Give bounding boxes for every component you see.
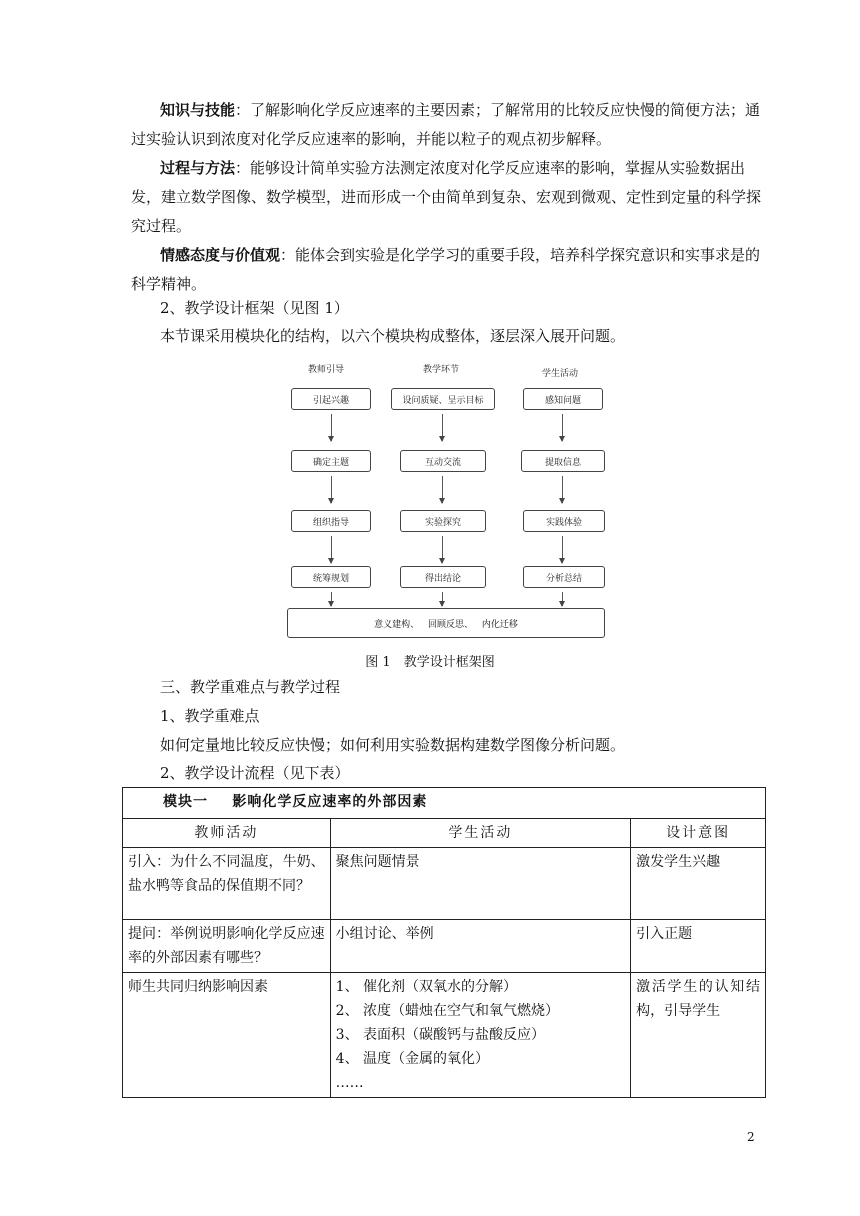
objective-lead: 知识与技能 — [160, 101, 236, 119]
column-header-teaching: 教学环节 — [422, 365, 459, 375]
framework-diagram — [285, 358, 610, 643]
section3-1-heading: 1、教学重难点 — [160, 707, 260, 725]
column-header: 设计意图 — [631, 819, 766, 848]
module-label: 模块一 — [163, 794, 208, 810]
design-intent: 引入正题 — [631, 920, 766, 973]
list-item: 2、 浓度（蜡烛在空气和氧气燃烧） — [335, 1003, 560, 1019]
arrow-down-icon — [442, 536, 443, 563]
arrow-down-icon — [562, 592, 563, 606]
arrow-down-icon — [442, 476, 443, 503]
student-activity: 聚焦问题情景 — [330, 848, 631, 920]
module-title — [123, 788, 766, 819]
student-activity: 小组讨论、举例 — [330, 920, 631, 973]
section3-2-heading: 2、教学设计流程（见下表） — [160, 764, 350, 782]
table-row — [123, 973, 766, 1098]
figure-caption: 图 1 教学设计框架图 — [365, 655, 495, 670]
arrow-down-icon — [331, 536, 332, 563]
table-row — [123, 920, 766, 973]
teacher-activity: 引入：为什么不同温度，牛奶、盐水鸭等食品的保值期不同？ — [123, 848, 331, 920]
step-box: 互动交流 — [400, 450, 486, 472]
teacher-activity: 提问：举例说明影响化学反应速率的外部因素有哪些？ — [123, 920, 331, 973]
section2-heading: 2、教学设计框架（见图 1） — [160, 299, 349, 317]
arrow-down-icon — [562, 536, 563, 563]
step-box: 分析总结 — [523, 566, 605, 588]
column-header: 教师活动 — [123, 819, 331, 848]
table-row — [123, 848, 766, 920]
teaching-plan-table — [122, 787, 766, 1098]
list-item: …… — [335, 1075, 364, 1091]
page-number: 2 — [747, 1130, 755, 1144]
module-name: 影响化学反应速率的外部因素 — [232, 794, 428, 810]
section3-heading: 三、教学重难点与教学过程 — [160, 678, 341, 696]
step-box: 得出结论 — [400, 566, 486, 588]
arrow-down-icon — [331, 476, 332, 503]
arrow-down-icon — [442, 592, 443, 606]
step-box: 统筹规划 — [291, 566, 371, 588]
section3-1-text: 如何定量地比较反应快慢；如何利用实验数据构建数学图像分析问题。 — [160, 736, 626, 754]
objective-attitude — [131, 241, 761, 299]
section2-text: 本节课采用模块化的结构，以六个模块构成整体，逐层深入展开问题。 — [160, 327, 626, 345]
column-header-student: 学生活动 — [541, 369, 578, 379]
list-item: 3、 表面积（碳酸钙与盐酸反应） — [335, 1027, 546, 1043]
step-box: 提取信息 — [521, 450, 605, 472]
design-intent: 激活学生的认知结构，引导学生 — [631, 973, 766, 1098]
arrow-down-icon — [331, 592, 332, 606]
step-box: 确定主题 — [291, 450, 371, 472]
list-item: 4、 温度（金属的氧化） — [335, 1051, 490, 1067]
objective-text: ：了解影响化学反应速率的主要因素；了解常用的比较反应快慢的简便方法；通过实验认识到浓度对化学反应速率的影响，并能以粒子的观点初步解释。 — [131, 101, 761, 148]
objective-knowledge — [131, 96, 761, 154]
factor-list — [336, 975, 626, 1095]
column-header: 学生活动 — [330, 819, 631, 848]
arrow-down-icon — [331, 414, 332, 441]
objective-lead: 过程与方法 — [160, 159, 236, 177]
step-box: 引起兴趣 — [291, 388, 371, 410]
step-box: 组织指导 — [291, 510, 371, 532]
step-box: 实践体验 — [523, 510, 605, 532]
step-box: 实验探究 — [400, 510, 486, 532]
summary-box: 意义建构、 回顾反思、 内化迁移 — [287, 608, 605, 638]
step-box: 设问质疑、呈示目标 — [391, 388, 495, 410]
step-box: 感知问题 — [523, 388, 603, 410]
student-activity — [330, 973, 631, 1098]
arrow-down-icon — [562, 414, 563, 441]
column-header-teacher: 教师引导 — [307, 365, 344, 375]
objective-text: ：能体会到实验是化学学习的重要手段，培养科学探究意识和实事求是的科学精神。 — [131, 246, 761, 293]
design-intent: 激发学生兴趣 — [631, 848, 766, 920]
objective-lead: 情感态度与价值观 — [160, 246, 281, 264]
teacher-activity: 师生共同归纳影响因素 — [123, 973, 331, 1098]
list-item: 1、 催化剂（双氧水的分解） — [335, 979, 518, 995]
arrow-down-icon — [562, 476, 563, 503]
objective-text: ：能够设计简单实验方法测定浓度对化学反应速率的影响，掌握从实验数据出发，建立数学图像、数学模型，进而形成一个由简单到复杂、宏观到微观、定性到定量的科学探究过程。 — [131, 159, 762, 235]
objective-process — [131, 154, 761, 241]
arrow-down-icon — [442, 414, 443, 441]
